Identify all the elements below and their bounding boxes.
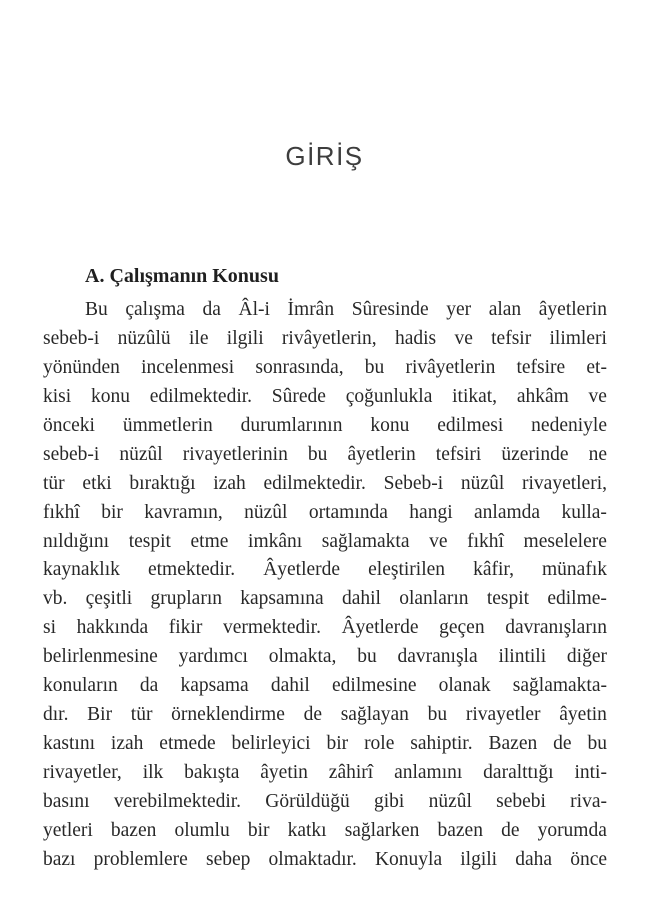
text-line: sebeb-i nüzûl rivayetlerinin bu âyetlerin tefsiri üzerinde ne [43, 443, 607, 465]
text-line: yönünden incelenmesi sonrasında, bu rivâyetlerin tefsire et- [43, 356, 607, 378]
text-line: nıldığını tespit etme imkânı sağlamakta ve fıkhî meselelere [43, 530, 607, 552]
text-line: bazı problemlere sebep olmaktadır. Konuyla ilgili daha önce [43, 848, 607, 870]
text-line: kisi konu edilmektedir. Sûrede çoğunlukla itikat, ahkâm ve [43, 385, 607, 407]
text-line: Bu çalışma da Âl-i İmrân Sûresinde yer alan âyetlerin [85, 299, 607, 320]
text-line: kaynaklık etmektedir. Âyetlerde eleştirilen kâfir, münafık [43, 559, 607, 581]
text-line: vb. çeşitli grupların kapsamına dahil olanların tespit edilme- [43, 588, 607, 610]
text-line: belirlenmesine yardımcı olmakta, bu davranışla ilintili diğer [43, 646, 607, 668]
chapter-title: GİRİŞ [285, 141, 364, 171]
text-line: konuların da kapsama dahil edilmesine olanak sağlamakta- [43, 675, 607, 697]
text-line: basını verebilmektedir. Görüldüğü gibi nüzûl sebebi riva- [43, 790, 607, 812]
text-line: dır. Bir tür örneklendirme de sağlayan bu rivayetler âyetin [43, 704, 607, 726]
text-line: si hakkında fikir vermektedir. Âyetlerde geçen davranışların [43, 617, 607, 639]
text-line: yetleri bazen olumlu bir katkı sağlarken bazen de yorumda [43, 819, 607, 841]
section-heading: A. Çalışmanın Konusu [85, 265, 279, 287]
text-line: sebeb-i nüzûlü ile ilgili rivâyetlerin, hadis ve tefsir ilimleri [43, 327, 607, 349]
text-line: önceki ümmetlerin durumlarının konu edilmesi nedeniyle [43, 414, 607, 436]
text-line: rivayetler, ilk bakışta âyetin zâhirî anlamını daralttığı inti- [43, 762, 607, 783]
text-line: tür etki bıraktığı izah edilmektedir. Sebeb-i nüzûl rivayetleri, [43, 472, 607, 494]
text-line: fıkhî bir kavramın, nüzûl ortamında hangi anlamda kulla- [43, 501, 607, 523]
text-line: kastını izah etmede belirleyici bir role sahiptir. Bazen de bu [43, 733, 607, 755]
paragraph [43, 298, 607, 877]
